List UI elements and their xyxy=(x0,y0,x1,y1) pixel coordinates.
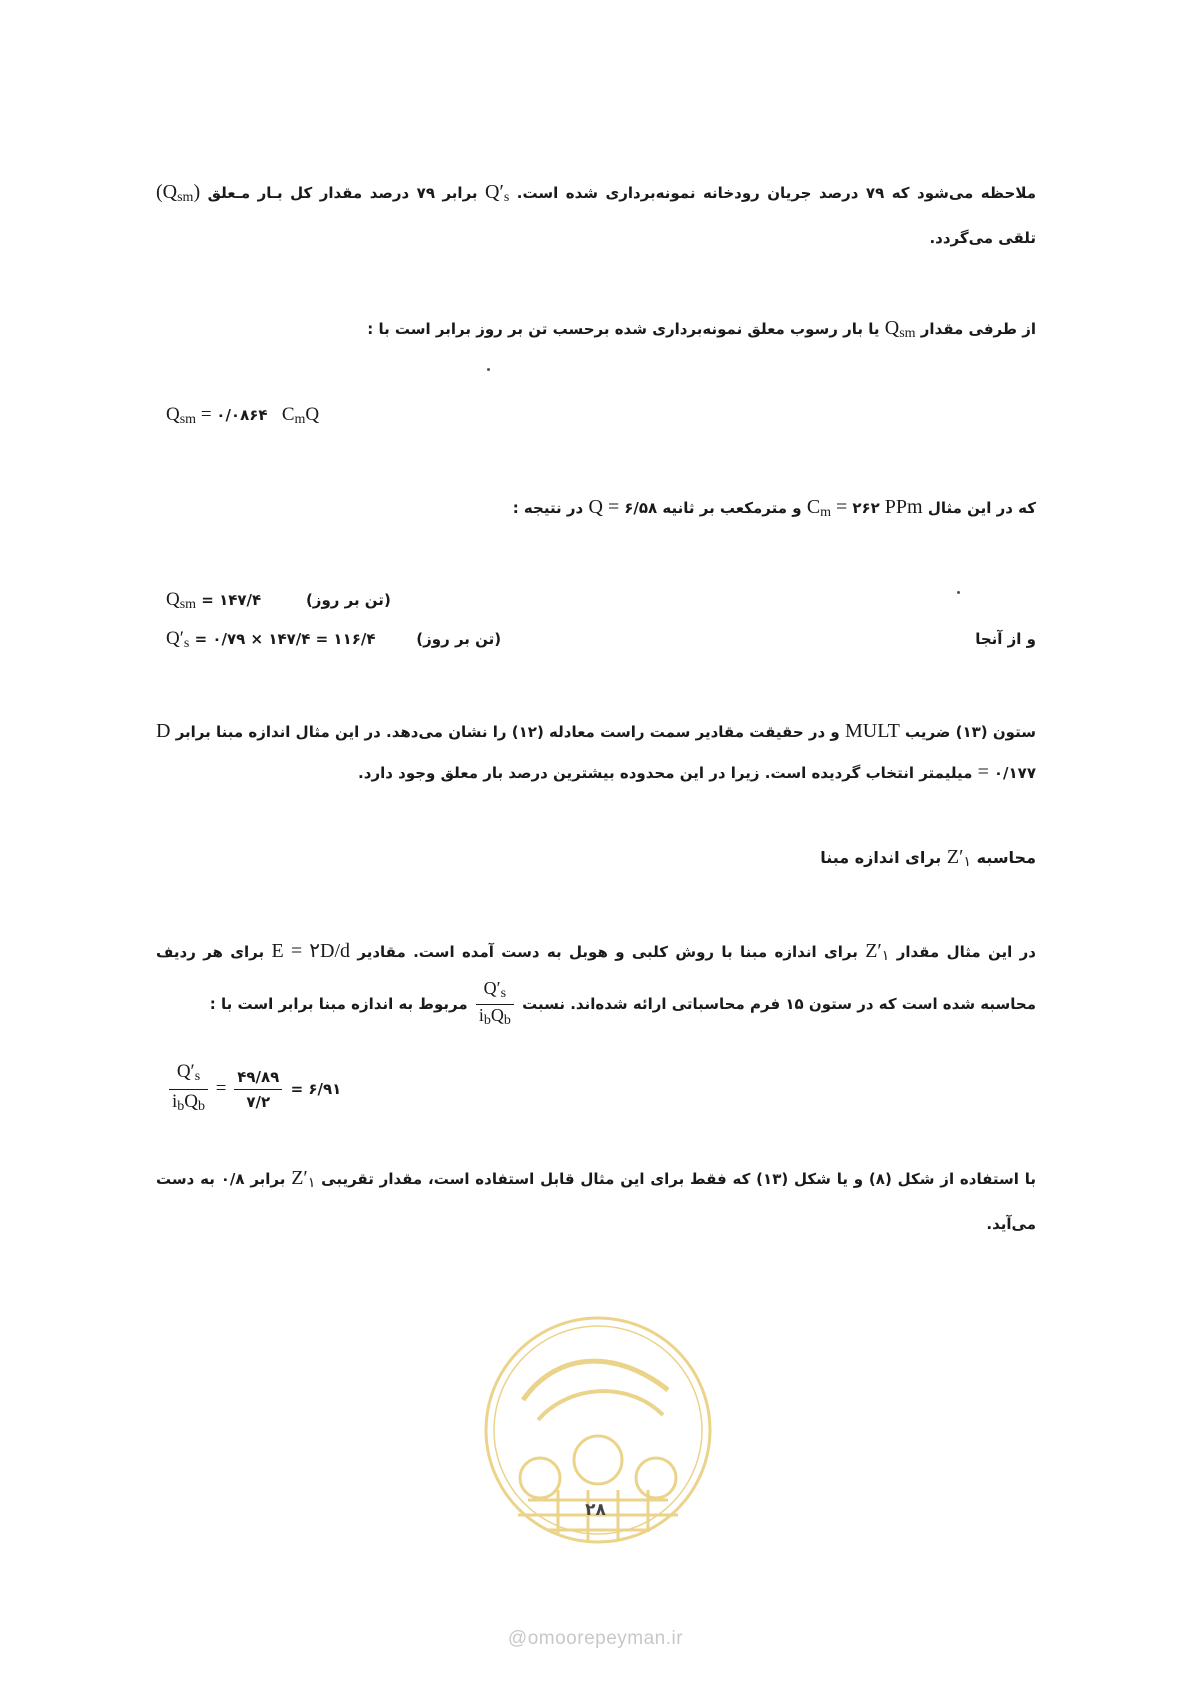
q-expression: Q = ۶/۵۸ xyxy=(588,496,658,518)
equation-prefix: و از آنجا xyxy=(975,630,1036,648)
e-expression: E = ۲D/d xyxy=(271,940,351,962)
paragraph-z-result: با استفاده از شکل (۸) و یا شکل (۱۳) که فقط برای این مثال قابل استفاده است، مقدار تقریبی $Z'_۱$ برابر ۰/۸ به دست می‌آید. xyxy=(156,1167,1036,1233)
section-heading: محاسبه $Z'_۱$ برای اندازه مبنا xyxy=(820,846,1036,870)
equation-qsm-formula: $Q_{sm}$ = ۰/۰۸۶۴ $C_mQ$ xyxy=(166,404,320,427)
equation-ratio-result: $\frac{Q'_s}{i_bQ_b}$ = $\frac{۴۹/۸۹}{۷/۲}$ = ۶/۹۱ xyxy=(166,1060,341,1119)
page-number: ۲۸ xyxy=(585,1500,606,1520)
qsm-symbol: $(Q_{sm})$ xyxy=(156,181,201,205)
paragraph-mult-column: ستون (۱۳) ضریب MULT و در حقیقت مقادیر سمت راست معادله (۱۲) را نشان می‌دهد. در این مثال اندازه مبنا برابر D = ۰/۱۷۷ میلیمتر انتخاب گردیده است. زیرا در این محدوده بیشترین درصد بار معلق وجود دارد. xyxy=(156,720,1036,783)
speck xyxy=(957,591,960,594)
speck xyxy=(487,368,490,371)
cm-expression: $C_m$ = ۲۶۲ PPm xyxy=(806,496,923,520)
ratio-fraction: $\frac{Q'_s}{i_bQ_b}$ xyxy=(476,978,514,1031)
paragraph-qsm-definition: از طرفی مقدار $Q_{sm}$ یا بار رسوب معلق نمونه‌برداری شده برحسب تن بر روز برابر است با : xyxy=(367,317,1036,341)
equation-qsm-result: $Q_{sm}$ = ۱۴۷/۴ (تن بر روز) xyxy=(166,589,391,612)
equation-q-prime-result: $Q'_s$ = ۰/۷۹ × ۱۴۷/۴ = ۱۱۶/۴ (تن بر روز) xyxy=(166,628,502,651)
paragraph-sampled-flow: ملاحظه می‌شود که ۷۹ درصد جریان رودخانه نمونه‌برداری شده است. $Q'_s$ برابر ۷۹ درصد مقدار کل بـار مـعلق $(Q_{sm})$ تلقی می‌گردد. xyxy=(156,181,1036,247)
mult-term: MULT xyxy=(844,720,900,742)
paragraph-z-calculation: در این مثال مقدار $Z'_۱$ برای اندازه مبنا با روش کلبی و هوبل به دست آمده است. مقادیر E = ۲D/d برای هر ردیف محاسبه شده است که در ستون ۱۵ فرم محاسباتی ارائه شده‌اند. نسبت $\frac{Q'_s}{i_bQ_b}$ مربوط به اندازه مبنا برابر است با : xyxy=(156,930,1036,1031)
paragraph-example-values: که در این مثال $C_m$ = ۲۶۲ PPm و مترمکعب بر ثانیه Q = ۶/۵۸ در نتیجه : xyxy=(512,496,1036,520)
qsm-symbol: $Q_{sm}$ xyxy=(884,317,916,341)
q-prime-s-symbol: $Q'_s$ xyxy=(485,181,510,205)
watermark-url: @omoorepeyman.ir xyxy=(507,1628,684,1649)
d-expression: D = ۰/۱۷۷ xyxy=(156,720,1036,783)
